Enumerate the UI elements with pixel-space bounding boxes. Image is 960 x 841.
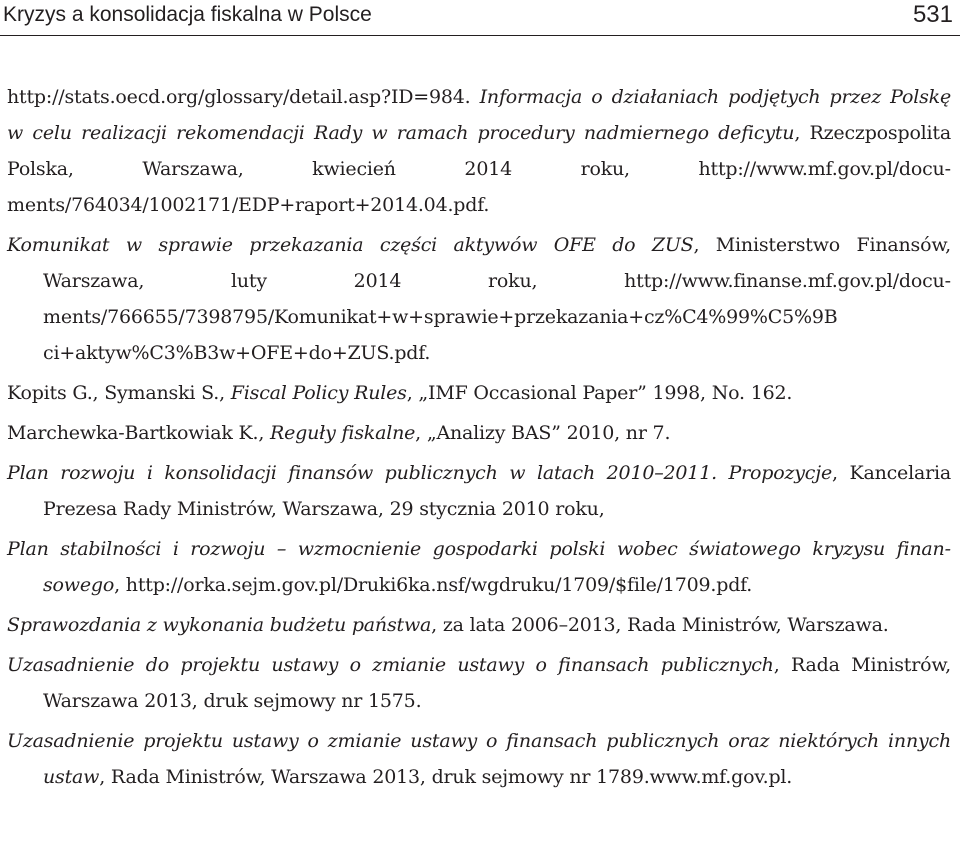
entry-title-italic: Plan rozwoju i konsolidacji finansów publicznych w latach 2010–2011. Propozycje (7, 462, 832, 484)
entry-text: , „IMF Occasional Paper” 1998, No. 162. (406, 382, 793, 404)
running-title: Kryzys a konsolidacja fiskalna w Polsce (3, 3, 372, 26)
entry-text: , Rzeczpospolita Polska, Warszawa, kwiecień 2014 roku, http://www.mf.gov.pl/documents/764034/1002171/EDP+raport+2014.04.pdf. (7, 122, 951, 216)
entry-title-italic: Fiscal Policy Rules (230, 382, 407, 404)
bibliography-entry (7, 79, 951, 223)
bibliography-entry (7, 415, 951, 451)
entry-text: , http://orka.sejm.gov.pl/Druki6ka.nsf/wgdruku/1709/$file/1709.pdf. (114, 574, 753, 596)
entry-text: , Rada Ministrów, Warszawa 2013, druk sejmowy nr 1575. (43, 654, 951, 712)
bibliography-entry (7, 455, 951, 527)
bibliography-entry (7, 607, 951, 643)
header-rule (0, 35, 960, 36)
entry-text: http://stats.oecd.org/glossary/detail.asp?ID=984. (7, 86, 480, 108)
bibliography-entry (7, 227, 951, 371)
entry-text: , „Analizy BAS” 2010, nr 7. (415, 422, 671, 444)
entry-text: , Rada Ministrów, Warszawa 2013, druk sejmowy nr 1789.www.mf.gov.pl. (99, 766, 793, 788)
bibliography-entry (7, 531, 951, 603)
entry-text: , za lata 2006–2013, Rada Ministrów, Warszawa. (431, 614, 889, 636)
entry-title-italic: Uzasadnienie projektu ustawy o zmianie ustawy o finansach publicznych oraz niektórych innych ustaw (7, 730, 951, 788)
entry-text: , Kancelaria Prezesa Rady Ministrów, Warszawa, 29 stycznia 2010 roku, (43, 462, 951, 520)
entry-text: , Ministerstwo Finansów, Warszawa, luty 2014 roku, http://www.finanse.mf.gov.pl/documents/766655/7398795/Komunikat+w+sprawie+przekazania+cz%C4%99%C5%9B ci+aktyw%C3%B3w+OFE+do+ZUS.pdf. (43, 234, 951, 364)
bibliography-list (7, 79, 951, 799)
bibliography-entry (7, 723, 951, 795)
entry-title-italic: Informacja o działaniach podjętych przez Polskę w celu realizacji rekomendacji Rady w ramach procedury nadmiernego deficytu (7, 86, 952, 144)
entry-title-italic: Sprawozdania z wykonania budżetu państwa (7, 614, 432, 636)
entry-title-italic: Uzasadnienie do projektu ustawy o zmianie ustawy o finansach publicznych (7, 654, 774, 676)
page-number: 531 (912, 1, 953, 28)
entry-title-italic: Plan stabilności i rozwoju – wzmocnienie gospodarki polski wobec światowego kryzysu finansowego (7, 538, 951, 596)
entry-title-italic: Komunikat w sprawie przekazania części aktywów OFE do ZUS (7, 234, 694, 256)
entry-text: Kopits G., Symanski S., (7, 382, 231, 404)
bibliography-entry (7, 375, 951, 411)
running-header (3, 0, 953, 36)
entry-text: Marchewka-Bartkowiak K., (7, 422, 271, 444)
entry-title-italic: Reguły fiskalne (270, 422, 416, 444)
bibliography-entry (7, 647, 951, 719)
